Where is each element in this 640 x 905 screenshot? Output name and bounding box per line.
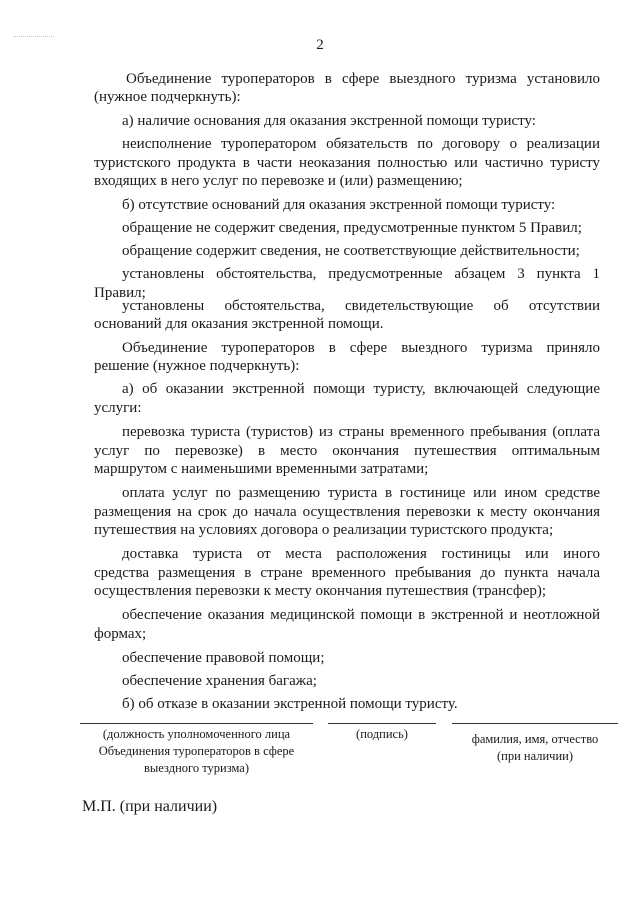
text-line: средства размещения в стране временного пребывания до пункта начала — [94, 565, 600, 581]
text-line: доставка туриста от места расположения гостиницы или иного — [122, 546, 600, 562]
text-line: обеспечение оказания медицинской помощи в экстренной и неотложной — [122, 607, 600, 623]
text-line: услуги: — [94, 400, 142, 416]
text-line: обращение не содержит сведения, предусмотренные пунктом 5 Правил; — [122, 220, 582, 236]
text-line: туристского продукта в части неоказания полностью или частично туристу — [94, 155, 600, 171]
text-line: размещения на срок до начала осуществления перевозки к месту окончания — [94, 504, 600, 520]
position-caption: (должность уполномоченного лица Объединения туроператоров в сфере выездного туризма) — [98, 727, 295, 775]
text-line: а) наличие основания для оказания экстренной помощи туристу: — [122, 113, 536, 129]
position-signature-line — [80, 723, 313, 724]
text-line: установлены обстоятельства, свидетельствующие об отсутствии — [122, 298, 600, 314]
text-line: услуг по перевозке) в место окончания путешествия оптимальным — [94, 443, 600, 459]
text-line: (нужное подчеркнуть): — [94, 89, 241, 105]
text-line: б) отсутствие оснований для оказания экстренной помощи туристу: — [122, 197, 556, 213]
text-line: обеспечение хранения багажа; — [122, 673, 317, 689]
text-line: б) об отказе в оказании экстренной помощи туристу. — [122, 696, 458, 712]
text-line: оснований для оказания экстренной помощи. — [94, 316, 384, 332]
signature-line — [328, 723, 436, 724]
text-line: Объединение туроператоров в сфере выездного туризма установило — [126, 71, 600, 87]
name-caption: фамилия, имя, отчество (при наличии) — [471, 732, 599, 763]
text-line: установлены обстоятельства, предусмотренные абзацем 3 пункта 1 — [122, 266, 600, 282]
text-line: а) об оказании экстренной помощи туристу, включающей следующие — [122, 381, 600, 397]
text-line: обращение содержит сведения, не соответствующие действительности; — [122, 243, 580, 259]
signature-caption: (подпись) — [356, 727, 408, 741]
stamp-place: М.П. (при наличии) — [82, 798, 218, 815]
text-line: входящих в него услуг по перевозке и (или) размещению; — [94, 173, 463, 189]
name-signature-line — [452, 723, 618, 724]
text-line: путешествия на условиях договора о реализации туристского продукта; — [94, 522, 554, 538]
text-line: перевозка туриста (туристов) из страны временного пребывания (оплата — [122, 424, 600, 440]
text-line: маршрутом с наименьшими временными затратами; — [94, 461, 429, 477]
text-line: оплата услуг по размещению туриста в гостинице или ином средстве — [122, 485, 600, 501]
text-line: формах; — [94, 626, 147, 642]
text-line: неисполнение туроператором обязательств по договору о реализации — [122, 136, 600, 152]
text-line: обеспечение правовой помощи; — [122, 650, 325, 666]
text-line: Объединение туроператоров в сфере выездного туризма приняло — [122, 340, 600, 356]
page-number: 2 — [316, 37, 324, 53]
text-line: Правил; — [94, 285, 146, 301]
text-line: осуществления перевозки к месту окончания путешествия (трансфер); — [94, 583, 547, 599]
text-line: решение (нужное подчеркнуть): — [94, 358, 300, 374]
